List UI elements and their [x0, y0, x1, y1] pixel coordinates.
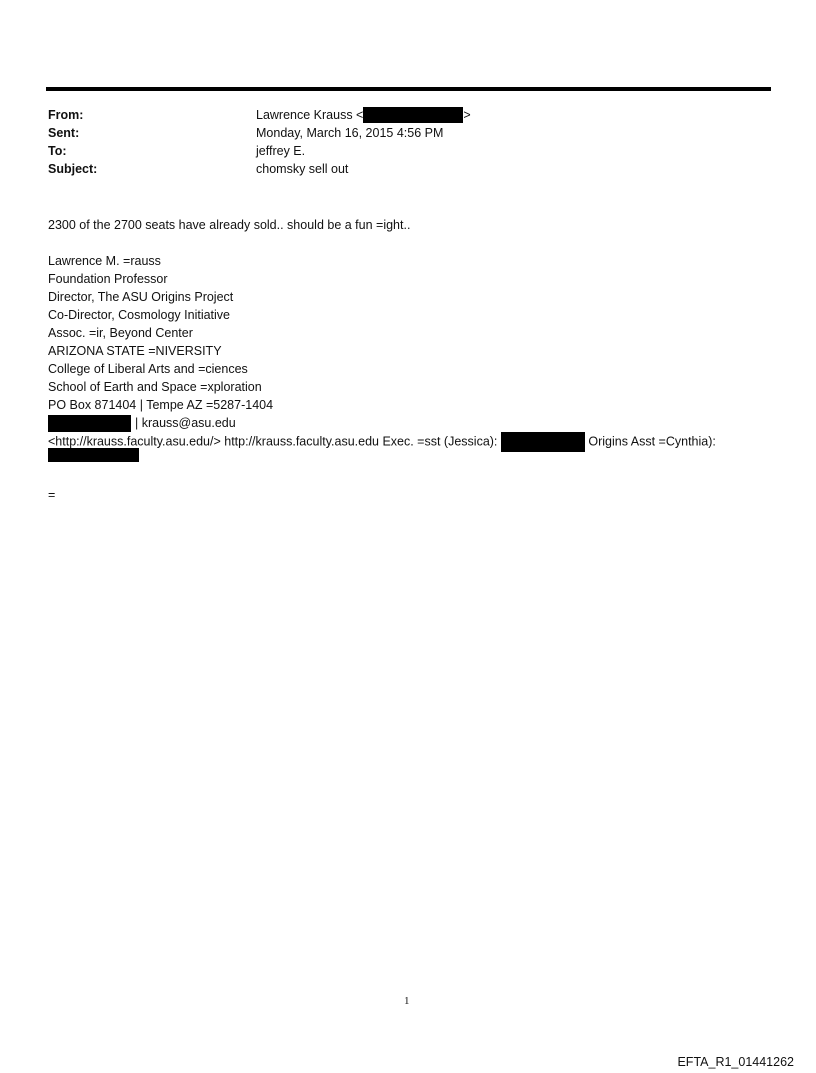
signature-line: Director, The ASU Origins Project — [48, 290, 234, 304]
header-rule — [46, 87, 771, 91]
redaction-block — [363, 107, 463, 123]
assistant-text: Origins Asst =Cynthia): — [588, 434, 716, 449]
redaction-block — [48, 415, 131, 432]
signature-line: Lawrence M. =rauss — [48, 254, 161, 268]
sent-value: Monday, March 16, 2015 4:56 PM — [256, 126, 444, 140]
links-text: <http://krauss.faculty.asu.edu/> http://krauss.faculty.asu.edu Exec. =sst (Jessica): — [48, 434, 498, 449]
email-line — [48, 414, 236, 432]
email-text: | krauss@asu.edu — [135, 416, 236, 430]
signature-line: School of Earth and Space =xploration — [48, 380, 262, 394]
from-value — [256, 108, 471, 123]
from-name: Lawrence Krauss < — [256, 108, 364, 122]
subject-value: chomsky sell out — [256, 162, 349, 176]
signature-line: Assoc. =ir, Beyond Center — [48, 326, 193, 340]
from-close: > — [463, 108, 471, 122]
page-number: 1 — [404, 995, 410, 1007]
document-id: EFTA_R1_01441262 — [677, 1055, 794, 1069]
redaction-block — [48, 448, 139, 462]
links-line — [48, 432, 716, 452]
trailer-text: = — [48, 488, 56, 502]
signature-line: College of Liberal Arts and =ciences — [48, 362, 248, 376]
from-label: From: — [48, 108, 84, 122]
signature-line: Foundation Professor — [48, 272, 168, 286]
signature-line: ARIZONA STATE =NIVERSITY — [48, 344, 222, 358]
message-text: 2300 of the 2700 seats have already sold.. should be a fun =ight.. — [48, 218, 411, 232]
to-label: To: — [48, 144, 67, 158]
signature-line: Co-Director, Cosmology Initiative — [48, 308, 231, 322]
to-value: jeffrey E. — [256, 144, 306, 158]
subject-label: Subject: — [48, 162, 98, 176]
signature-line: PO Box 871404 | Tempe AZ =5287-1404 — [48, 398, 274, 412]
sent-label: Sent: — [48, 126, 80, 140]
redaction-block — [501, 432, 585, 452]
